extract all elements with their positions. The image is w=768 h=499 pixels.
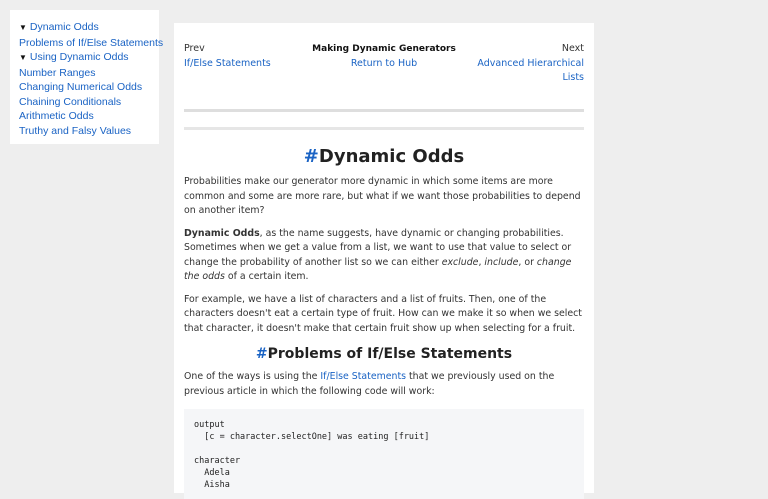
anchor-link[interactable]: # [303, 146, 319, 167]
heading-text: Problems of If/Else Statements [267, 346, 513, 362]
article-nav [184, 42, 584, 107]
table-of-contents [10, 10, 164, 144]
toc-using-dynamic-odds[interactable] [19, 50, 159, 66]
text: that we previously used on the previous article in which the following code will work: [184, 371, 555, 397]
anchor-link[interactable]: # [255, 346, 268, 362]
paragraph [184, 370, 584, 399]
text: , [478, 256, 485, 268]
em-text: change the odds [184, 256, 572, 282]
next-link[interactable]: Advanced Hierarchical Lists [477, 57, 584, 83]
text: of a certain item. [224, 271, 309, 282]
toc-dynamic-odds[interactable] [19, 20, 159, 36]
toc-label: Using Dynamic Odds [29, 51, 129, 63]
paragraph: For example, we have a list of characters and a list of fruits. Then, one of the characters doesn't eat a certain type of fruit. How can we make it so when we select that character, it doesn't make that certain fruit show up when selecting for a fruit. [184, 293, 582, 334]
toc-changing-numerical-odds[interactable]: Changing Numerical Odds [19, 81, 143, 93]
prev-label: Prev [184, 43, 205, 54]
series-title: Making Dynamic Generators [312, 44, 456, 54]
toc-problems-if-else[interactable]: Problems of If/Else Statements [19, 36, 164, 49]
paragraph [184, 227, 584, 285]
title-text: Dynamic Odds [318, 146, 465, 167]
triangle-down-icon: ▼ [19, 53, 27, 62]
hub-link[interactable]: Return to Hub [350, 57, 418, 69]
divider [184, 109, 584, 112]
toc-chaining-conditionals[interactable]: Chaining Conditionals [19, 95, 122, 108]
toc-label: Dynamic Odds [29, 21, 99, 33]
article-card [174, 23, 594, 493]
divider [184, 127, 584, 130]
section-heading [184, 346, 584, 362]
toc-arithmetic-odds[interactable]: Arithmetic Odds [19, 110, 94, 122]
page-title [184, 146, 584, 167]
if-else-link[interactable]: If/Else Statements [320, 371, 407, 382]
code-block: output [c = character.selectOne] was eating [fruit] character Adela Aisha [184, 409, 584, 499]
next-label: Next [561, 43, 584, 54]
text: One of the ways is using the [184, 371, 321, 382]
text: , as the name suggests, have dynamic or changing probabilities. Sometimes when we get a value from a list, we want to use that value to select or change the probability of another list so we can either [184, 227, 572, 268]
prev-link[interactable]: If/Else Statements [184, 57, 271, 69]
em-text: include [484, 256, 519, 268]
bold-text: Dynamic Odds [184, 227, 260, 239]
toc-number-ranges[interactable]: Number Ranges [19, 66, 96, 79]
em-text: exclude [441, 256, 479, 268]
toc-truthy-falsy[interactable]: Truthy and Falsy Values [19, 124, 132, 137]
paragraph: Probabilities make our generator more dynamic in which some items are more common and some are more rare, but what if we want those probabilities to depend on another item? [184, 176, 581, 216]
text: , or [518, 256, 537, 268]
triangle-down-icon: ▼ [19, 23, 27, 32]
